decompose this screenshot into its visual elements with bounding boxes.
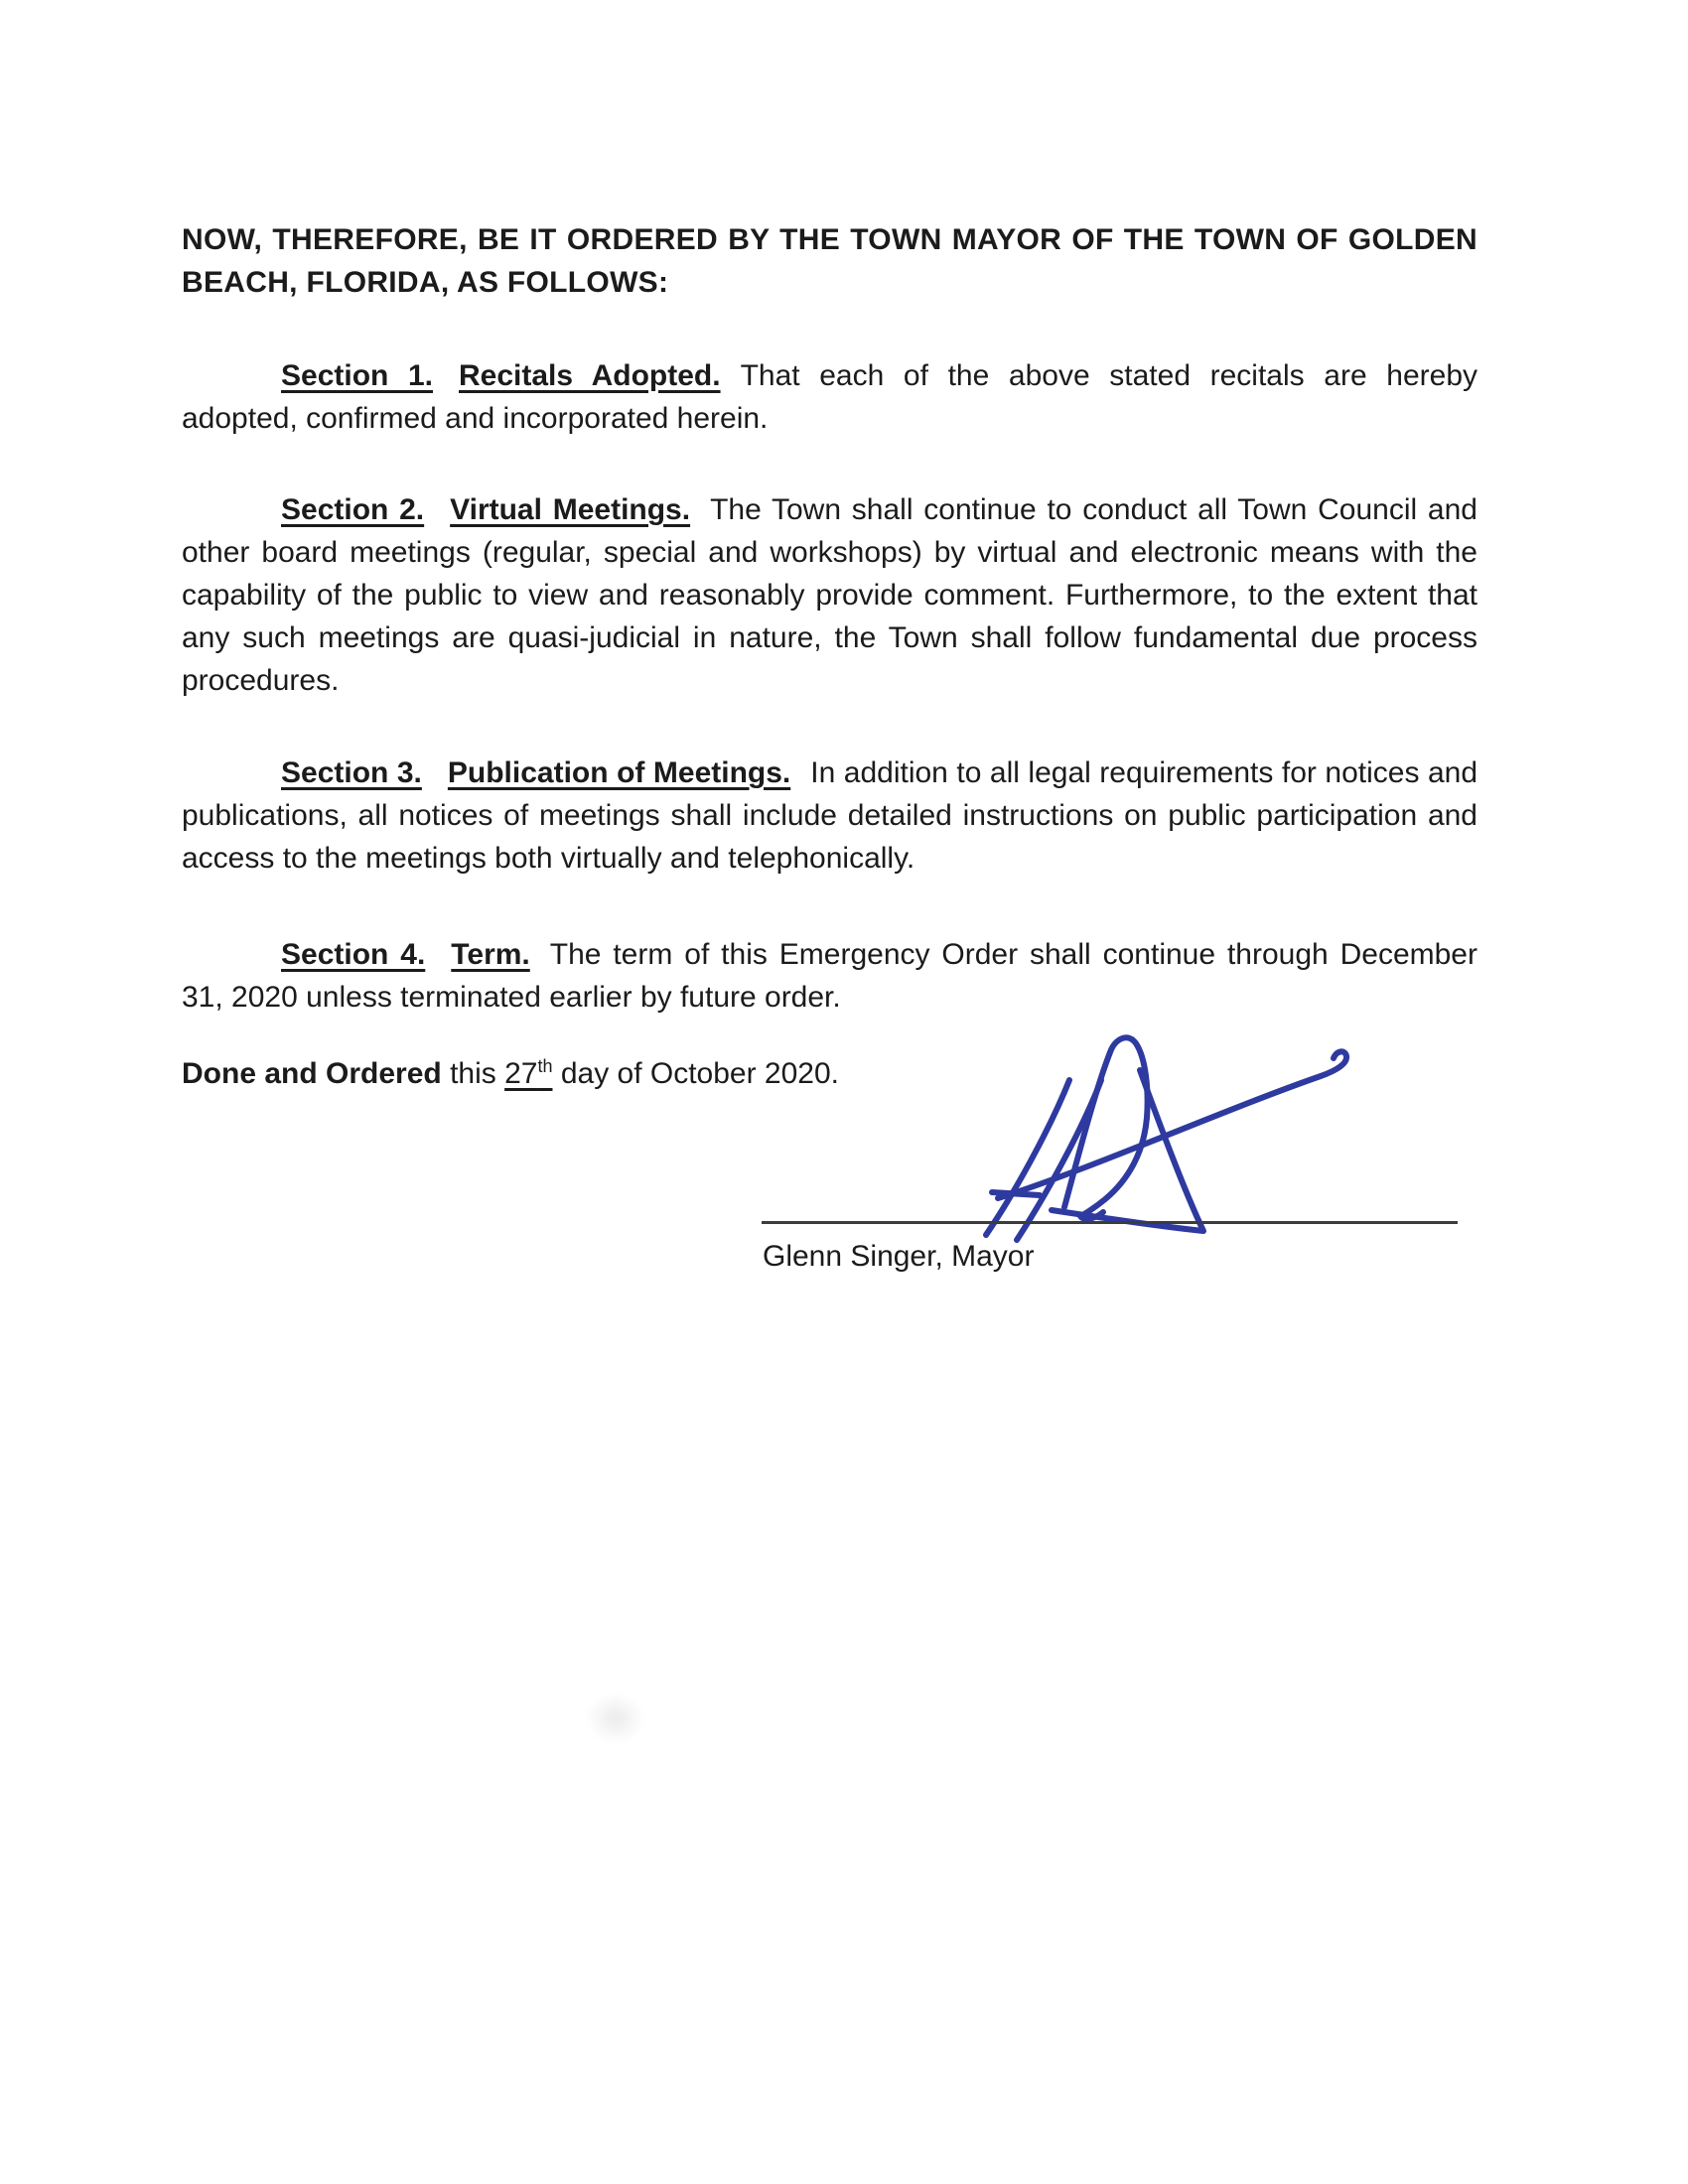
section-1-title: Recitals Adopted.	[459, 359, 721, 392]
section-4-label: Section 4.	[281, 938, 426, 971]
execution-day-number: 27	[504, 1057, 538, 1090]
section-2-body: The Town shall continue to conduct all Town Council and other board meetings (regular, special and workshops) by virtual and electronic means with the capability of the public to view and reasonably provide comment. Furthermore, to the extent that any such meetings are quasi-judicial in nature, the Town shall follow fundamental due process procedures.	[182, 493, 1477, 697]
section-1-body: That each of the above stated recitals are hereby adopted, confirmed and incorporated herein.	[182, 359, 1478, 435]
signatory-name: Glenn Singer, Mayor	[763, 1240, 1035, 1273]
section-2-paragraph	[182, 488, 1477, 702]
done-ordered-middle: this	[450, 1057, 496, 1090]
order-header: NOW, THEREFORE, BE IT ORDERED BY THE TOWN MAYOR OF THE TOWN OF GOLDEN BEACH, FLORIDA, AS FOLLOWS:	[182, 223, 1477, 299]
section-4-title: Term.	[451, 938, 530, 971]
signature-line	[762, 1221, 1458, 1224]
done-ordered-label: Done and Ordered	[182, 1057, 442, 1090]
section-1-paragraph	[182, 354, 1477, 440]
section-2-title: Virtual Meetings.	[450, 493, 691, 526]
section-4-body: The term of this Emergency Order shall continue through December 31, 2020 unless terminated earlier by future order.	[182, 938, 1477, 1014]
execution-day-ordinal: th	[537, 1056, 553, 1076]
done-ordered-suffix: day of October 2020.	[560, 1057, 840, 1090]
section-1-label: Section 1.	[281, 359, 434, 392]
scan-smudge	[586, 1693, 645, 1744]
section-2-label: Section 2.	[281, 493, 425, 526]
execution-day	[504, 1057, 552, 1090]
section-3-label: Section 3.	[281, 756, 422, 789]
section-4-paragraph	[182, 933, 1477, 1019]
section-3-title: Publication of Meetings.	[447, 756, 791, 789]
section-3-paragraph	[182, 751, 1477, 880]
section-3-body: In addition to all legal requirements for notices and publications, all notices of meetings shall include detailed instructions on public participation and access to the meetings both virtually and telephonically.	[182, 756, 1478, 875]
document-body	[182, 218, 1477, 1095]
